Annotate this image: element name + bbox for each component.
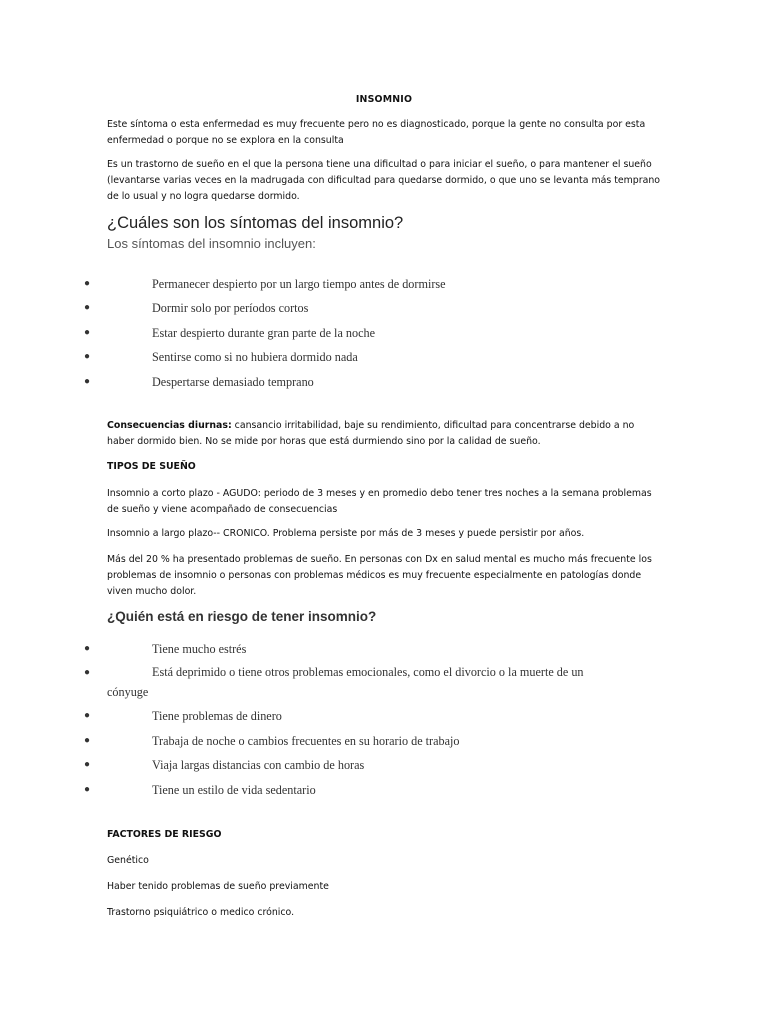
bullet-icon: ● [84, 278, 91, 289]
list-item: ● Tiene mucho estrés [0, 637, 768, 661]
bullet-icon: ● [84, 326, 91, 338]
symptoms-subheading: Los síntomas del insomnio incluyen: [107, 236, 316, 251]
list-item: ● Tiene un estilo de vida sedentario [0, 778, 768, 802]
factor-item-psychiatric: Trastorno psiquiátrico o medico crónico. [107, 907, 295, 918]
factor-item-genetic: Genético [107, 855, 149, 866]
list-item: ● Estar despierto durante gran parte de la noche [0, 321, 768, 345]
bullet-icon: ● [84, 302, 91, 314]
list-item: ● Sentirse como si no hubiera dormido nada [0, 345, 768, 369]
risk-heading: ¿Quién está en riesgo de tener insomnio? [107, 609, 377, 624]
bullet-icon: ● [84, 710, 91, 722]
list-item: ● Trabaja de noche o cambios frecuentes en su horario de trabajo [0, 729, 768, 753]
types-paragraph-3: Más del 20 % ha presentado problemas de sueño. En personas con Dx en salud mental es mucho más frecuente los problemas de insomnio o personas con problemas médicos es muy frecuente especialmente en patologías donde viven mucho dolor. [107, 554, 652, 597]
bullet-icon: ● [84, 783, 91, 795]
intro-paragraph-1: Este síntoma o esta enfermedad es muy frecuente pero no es diagnosticado, porque la gente no consulta por esta enfermedad o porque no se explora en la consulta [107, 119, 646, 146]
types-paragraph-1: Insomnio a corto plazo - AGUDO: periodo de 3 meses y en promedio debo tener tres noches a la semana problemas de sueño y viene acompañado de consecuencias [107, 488, 652, 515]
types-paragraph-2: Insomnio a largo plazo-- CRONICO. Problema persiste por más de 3 meses y puede persistir por años. [107, 528, 585, 539]
types-heading: TIPOS DE SUEÑO [107, 461, 196, 472]
list-item: ● Viaja largas distancias con cambio de horas [0, 753, 768, 777]
risk-list [0, 637, 768, 802]
bullet-icon: ● [84, 734, 91, 746]
document-title: INSOMNIO [355, 94, 413, 105]
list-item: ● Tiene problemas de dinero [0, 704, 768, 728]
list-item: ● Dormir solo por períodos cortos [0, 296, 768, 320]
bullet-icon: ● [84, 667, 91, 679]
list-item: ● Despertarse demasiado temprano [0, 370, 768, 394]
consequences-label: Consecuencias diurnas: [107, 420, 232, 431]
consequences-paragraph [107, 418, 662, 450]
factor-item-previous-problems: Haber tenido problemas de sueño previamente [107, 881, 329, 892]
intro-paragraph-2: Es un trastorno de sueño en el que la persona tiene una dificultad o para iniciar el sueño, o para mantener el sueño (levantarse varias veces en la madrugada con dificultad para quedarse dormido, o que uno se levanta más temprano de lo usual y no logra quedarse dormido. [107, 159, 660, 202]
factors-heading: FACTORES DE RIESGO [107, 829, 222, 840]
symptoms-list [0, 272, 768, 394]
consequences-text: cansancio irritabilidad, baje su rendimiento, dificultad para concentrarse debido a no haber dormido bien. No se mide por horas que está durmiendo sino por la calidad de sueño. [107, 420, 635, 447]
bullet-icon: ● [84, 643, 91, 654]
symptoms-heading: ¿Cuáles son los síntomas del insomnio? [107, 214, 404, 232]
bullet-icon: ● [84, 375, 91, 387]
bullet-icon: ● [84, 759, 91, 771]
list-item: ● Permanecer despierto por un largo tiempo antes de dormirse [0, 272, 768, 296]
bullet-icon: ● [84, 351, 91, 363]
list-item: ● Está deprimido o tiene otros problemas emocionales, como el divorcio o la muerte de un cónyuge [0, 661, 768, 704]
